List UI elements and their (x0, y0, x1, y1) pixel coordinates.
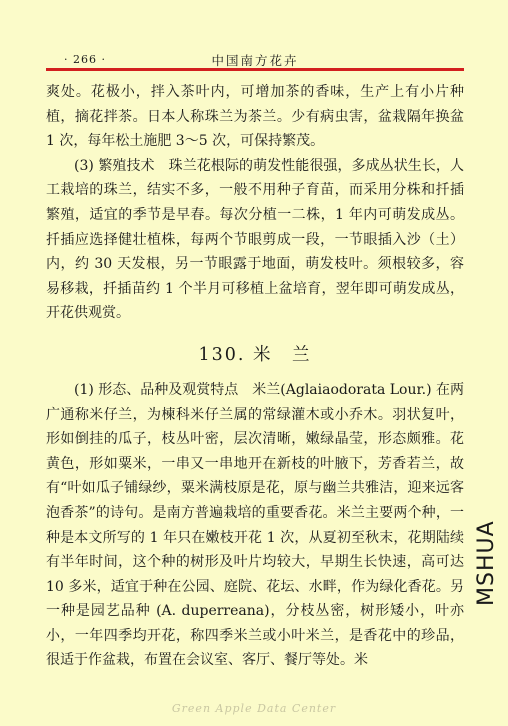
running-header (46, 51, 464, 69)
book-title: 中国南方花卉 (211, 53, 299, 68)
page-number: · 266 · (64, 53, 106, 66)
page-body (46, 80, 464, 673)
paragraph-morphology: (1) 形态、品种及观赏特点 米兰(Aglaiaodorata Lour.) 在两广通称米仔兰，为楝科米仔兰属的常绿灌木或小乔木。羽状复叶，形如倒挂的瓜子，枝丛叶密，层次清晰，嫩绿晶莹，形态颇雅。花黄色，形如粟米，一串又一串地开在新枝的叶腋下，芳香若兰，故有“叶如瓜子铺绿纱，粟米满枝原是花，原与幽兰共雅洁，迎来远客泡香茶”的诗句。是南方普遍栽培的重要香花。米兰主要两个种，一种是本文所写的 1 年只在嫩枝开花 1 次，从夏初至秋末，花期陆续有半年时间，这个种的树形及叶片均较大，早期生长快速，高可达 10 多米，适宜于种在公园、庭院、花坛、水畔，作为绿化香花。另一种是园艺品种 (A. duperreana)，分枝丛密，树形矮小，叶亦小，一年四季均开花，称四季米兰或小叶米兰，是香花中的珍品，很适于作盆栽，布置在会议室、客厅、餐厅等处。米 (46, 381, 465, 669)
side-brand-mark: MSHUA (474, 520, 499, 606)
footer-watermark: Green Apple Data Center (171, 702, 337, 715)
section-title: 130. 米 兰 (198, 344, 312, 365)
paragraph-continuation: 爽处。花极小，拌入茶叶内，可增加茶的香味，生产上有小片种植，摘花拌茶。日本人称珠兰为茶兰。少有病虫害，盆栽隔年换盆 1 次，每年松土施肥 3～5 次，可保持繁茂。 (46, 84, 464, 150)
header-rule (46, 68, 464, 71)
paragraph-propagation: (3) 繁殖技术 珠兰花根际的萌发性能很强，多成丛状生长，人工栽培的珠兰，结实不多，一般不用种子育苗，而采用分株和扦插繁殖，适宜的季节是早春。每次分植一二株，1 年内可萌发成丛。扦插应选择健壮植株，每两个节眼剪成一段，一节眼插入沙（土）内，约 30 天发根，另一节眼露于地面，萌发枝叶。须根较多，容易移栽，扦插苗约 1 个半月可移植上盆培育，翌年即可萌发成丛，开花供观赏。 (46, 157, 464, 322)
